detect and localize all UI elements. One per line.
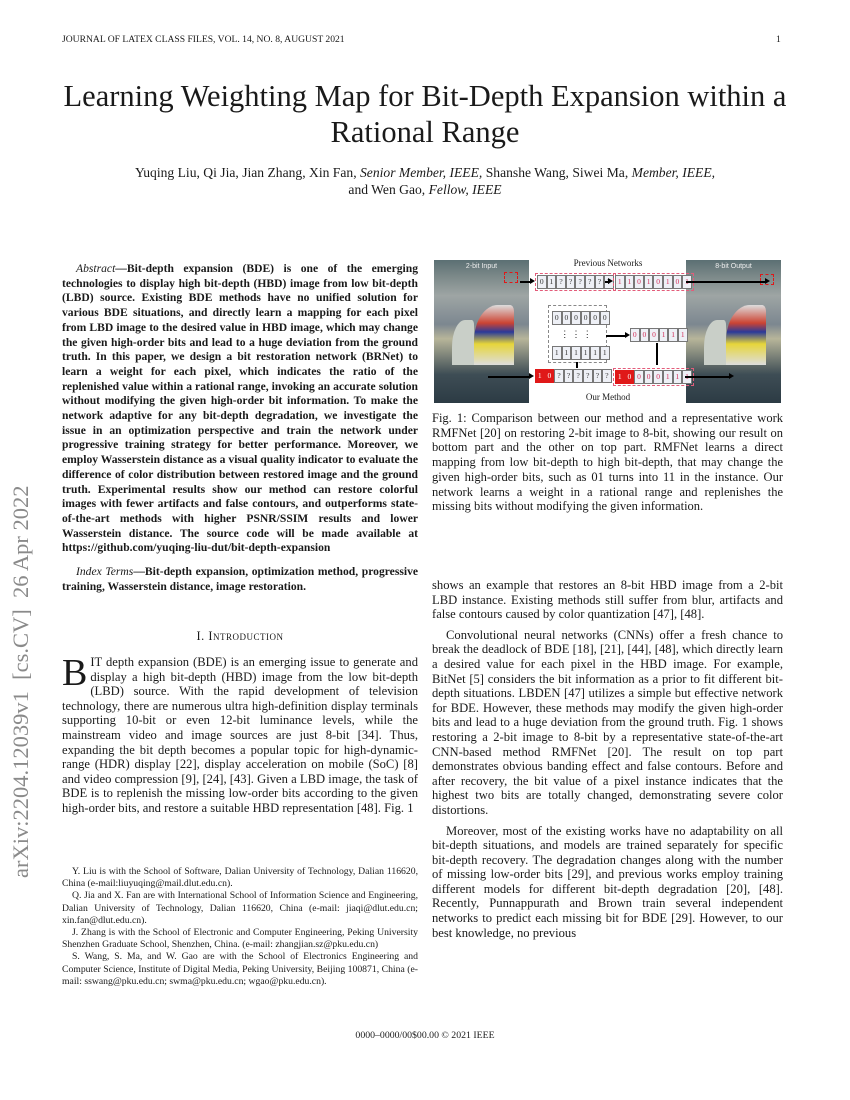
ellipsis: ⋮ ⋮ ⋮ xyxy=(560,329,592,339)
bit-cell: 0 xyxy=(653,275,663,289)
max-weight-bits xyxy=(551,345,611,361)
paragraph: shows an example that restores an 8-bit HBD image from a 2-bit LBD instance. Existing methods still suffer from blur, artifacts and false contours caused by color quantization [47], [48]. xyxy=(432,578,783,622)
footnote: Y. Liu is with the School of Software, Dalian University of Technology, Dalian 116620, China (e-mail:liuyuqing@mail.dlut.edu.cn). xyxy=(62,866,418,890)
bit-cell: 0 xyxy=(644,370,654,384)
arrow-icon xyxy=(576,362,578,368)
bit-cell: 1 xyxy=(552,346,562,360)
arxiv-watermark: arXiv:2204.12039v1 [cs.CV] 26 Apr 2022 xyxy=(8,485,33,878)
running-header: JOURNAL OF LATEX CLASS FILES, VOL. 14, NO. 8, AUGUST 2021 xyxy=(62,34,345,45)
bit-cell: 0 xyxy=(581,311,591,325)
our-method-label: Our Method xyxy=(585,392,631,402)
bit-cell: 1 xyxy=(659,328,669,342)
bit-cell: 1 xyxy=(625,275,635,289)
bit-cell: 1 xyxy=(571,346,581,360)
bit-cell: 0 xyxy=(640,328,650,342)
our-input-bits xyxy=(534,368,613,384)
index-terms-text: —Bit-depth expansion, optimization method, progressive training, Wasserstein distance, image restoration. xyxy=(62,565,419,593)
bit-cell: 0 xyxy=(562,311,572,325)
bit-cell: 1 xyxy=(644,275,654,289)
bit-cell: 0 xyxy=(600,311,610,325)
abstract-label: Abstract xyxy=(76,262,116,275)
arrow-icon xyxy=(520,281,531,283)
bit-cell: 1 xyxy=(668,328,678,342)
input-image xyxy=(434,260,529,403)
authors-text: and Wen Gao, xyxy=(348,182,429,197)
bit-cell: 0 xyxy=(625,370,635,384)
bit-cell: 0 xyxy=(545,369,555,383)
bit-cell: 0 xyxy=(649,328,659,342)
bit-cell: 1 xyxy=(581,346,591,360)
copyright-footer: 0000–0000/00$00.00 © 2021 IEEE xyxy=(355,1030,495,1041)
bit-cell: ? xyxy=(595,275,605,289)
bit-cell: 1 xyxy=(562,346,572,360)
bit-cell: ? xyxy=(556,275,566,289)
arrow-icon xyxy=(685,376,730,378)
bit-cell: 0 xyxy=(552,311,562,325)
right-column-text xyxy=(432,578,783,942)
bit-cell: 0 xyxy=(571,311,581,325)
bit-cell: 1 xyxy=(663,370,673,384)
authors-text: Yuqing Liu, Qi Jia, Jian Zhang, Xin Fan, xyxy=(134,165,360,180)
bit-cell: ? xyxy=(575,275,585,289)
author-title: Fellow, IEEE xyxy=(428,182,502,197)
bit-cell: 1 xyxy=(535,369,545,383)
footnote: S. Wang, S. Ma, and W. Gao are with the School of Electronics Engineering and Computer Science, Institute of Digital Media, Peking University, Beijing 100871, China (e-mail: sswang@pku.edu.cn; swma@pku.edu.cn; wgao@pku.edu.cn). xyxy=(62,951,418,987)
section-title: I. Introduction xyxy=(196,629,284,643)
bit-cell: 1 xyxy=(673,370,683,384)
bit-cell: ? xyxy=(566,275,576,289)
bit-cell: 1 xyxy=(547,275,557,289)
arrow-icon xyxy=(686,281,766,283)
index-terms-label: Index Terms xyxy=(76,565,134,579)
section-heading xyxy=(62,629,418,644)
abstract-text: —Bit-depth expansion (BDE) is one of the emerging technologies to display high bit-depth (HBD) image from low bit-depth (LBD) source. Existing BDE methods have no unified solution for various BDE situations, and directly learn a mapping for each pixel from LBD image to the desired value in HBD image, which may change the given high-order bits and lead to a huge deviation from the ground truth. In this paper, we design a bit restoration network (BRNet) to learn a weight for each pixel, which indicates the ratio of the replenished value within a rational range, invoking an accurate solution without modifying the given high-order bit information. To make the network adaptive for any bit-depth degradation, we investigate the issue in an optimization perspective and train the network under progressive training strategy for better performance. Moreover, we employ Wasserstein distance as a visual quality indicator to evaluate the difference of color distribution between restored image and the ground truth. Experimental results show our method can restore colorful images with fewer artifacts and false contours, and outperforms state-of-the-art methods with higher PSNR/SSIM results and lower Wasserstein distance. The source code will be made available at https://github.com/yuqing-liu-dut/bit-depth-expansion xyxy=(62,262,418,555)
learned-weight-bits xyxy=(629,327,689,343)
previous-networks-label: Previous Networks xyxy=(573,258,643,268)
footnotes xyxy=(62,866,418,988)
bit-cell: ? xyxy=(602,369,612,383)
bit-cell: 1 xyxy=(600,346,610,360)
figure-1 xyxy=(430,255,830,405)
author-title: Member, IEEE, xyxy=(631,165,716,180)
bit-cell: ? xyxy=(573,369,583,383)
bit-cell: 1 xyxy=(590,346,600,360)
min-weight-bits xyxy=(551,310,611,326)
bit-cell: 1 xyxy=(615,275,625,289)
author-title: Senior Member, IEEE, xyxy=(360,165,483,180)
bit-cell: 0 xyxy=(634,275,644,289)
bit-cell: 0 xyxy=(653,370,663,384)
bit-cell: 1 xyxy=(615,370,625,384)
our-output-bits xyxy=(613,368,694,386)
bit-cell: ? xyxy=(593,369,603,383)
authors-text: Shanshe Wang, Siwei Ma, xyxy=(482,165,632,180)
bit-cell: ? xyxy=(585,275,595,289)
bit-cell: 0 xyxy=(630,328,640,342)
bit-cell: 1 xyxy=(678,328,688,342)
drop-cap: B xyxy=(62,652,88,694)
introduction-text xyxy=(62,652,418,818)
author-list xyxy=(60,164,790,198)
bit-cell: 1 xyxy=(663,275,673,289)
output-label: 8-bit Output xyxy=(715,263,752,270)
bit-cell: 0 xyxy=(537,275,547,289)
bit-cell: 0 xyxy=(673,275,683,289)
paragraph: Convolutional neural networks (CNNs) offer a fresh chance to break the deadlock of BDE [18], [21], [44], [48], which directly learn a desired value for each pixel in the HBD image. For example, BitNet [5] considers the bit information as a prior to fit different bit-depth situations. LBDEN [47] utilizes a simple but effective network for BDE. However, these methods may modify the given high-order bits and lead to a huge deviation from the ground truth. Fig. 1 shows restoring a 2-bit image to 8-bit by a representative state-of-the-art CNN-based method RMFNet [20]. The result on top part demonstrates obvious banding effect and false contours. Before and after recovery, the bit value of a pixel instance indicates that the highest two bits are totally changed, demonstrating severe color distortions. xyxy=(432,627,783,817)
arrow-icon xyxy=(488,376,530,378)
abstract xyxy=(62,262,418,594)
arrow-icon xyxy=(656,343,658,365)
bit-cell: ? xyxy=(564,369,574,383)
bit-cell: ? xyxy=(554,369,564,383)
prev-input-bits xyxy=(535,273,616,291)
arrow-icon xyxy=(606,335,626,337)
prev-output-bits xyxy=(613,273,694,291)
arrow-icon xyxy=(605,281,609,283)
footnote: Q. Jia and X. Fan are with International School of Information Science and Engineering, Dalian University of Technology, Dalian 116620, China (e-mail: jiaqi@dlut.edu.cn; xin.fan@dlut.edu.cn). xyxy=(62,890,418,926)
paragraph: Moreover, most of the existing works have no adaptability on all bit-depth situations, and models are trained separately for specific bit-depth recovery. The degradation changes along with the number of missing low-order bits [29], and previous works employ training different models for different bit-depth degradation [20], [48]. Recently, Punnappurath and Brown train several independent networks to predict each missing bit for BDE [29]. However, to our best knowledge, no previous xyxy=(432,823,783,940)
bit-cell: ? xyxy=(583,369,593,383)
bit-cell: 0 xyxy=(634,370,644,384)
paragraph: IT depth expansion (BDE) is an emerging issue to generate and display a high bit-depth (HBD) image from the low bit-depth (LBD) source. With the rapid development of television technology, there are numerous ultra high-definition display terminals supporting 10-bit or even 12-bit luminance levels, while the mainstream video and image sources are just 8-bit [34]. Thus, expanding the bit depth becomes a popular topic for high-dynamic-range (HDR) display [22], display acceleration on mobile (SoC) [8] and video compression [9], [24], [43]. Given a LBD image, the task of BDE is to replenish the missing low-order bits according to the given high-order bits, and restore a suitable HBD representation [48]. Fig. 1 xyxy=(62,655,418,815)
page-number: 1 xyxy=(776,34,781,45)
input-label: 2-bit Input xyxy=(465,263,498,270)
paper-title: Learning Weighting Map for Bit-Depth Expansion within a Rational Range xyxy=(63,79,787,149)
bit-cell: 0 xyxy=(590,311,600,325)
figure-caption: Fig. 1: Comparison between our method and a representative work RMFNet [20] on restoring 2-bit image to 8-bit, showing our result on bottom part and the other on top part. RMFNet learns a direct mapping from low bit-depth to high bit-depth, that may change the given high-order bits, such as 01 turns into 11 in the instance. Our network learns a weight in a rational range and replenishes the missing bits without modifying the given information. xyxy=(432,411,783,514)
footnote: J. Zhang is with the School of Electronic and Computer Engineering, Peking University Shenzhen Graduate School, Shenzhen, China. (e-mail: zhangjian.sz@pku.edu.cn) xyxy=(62,927,418,951)
